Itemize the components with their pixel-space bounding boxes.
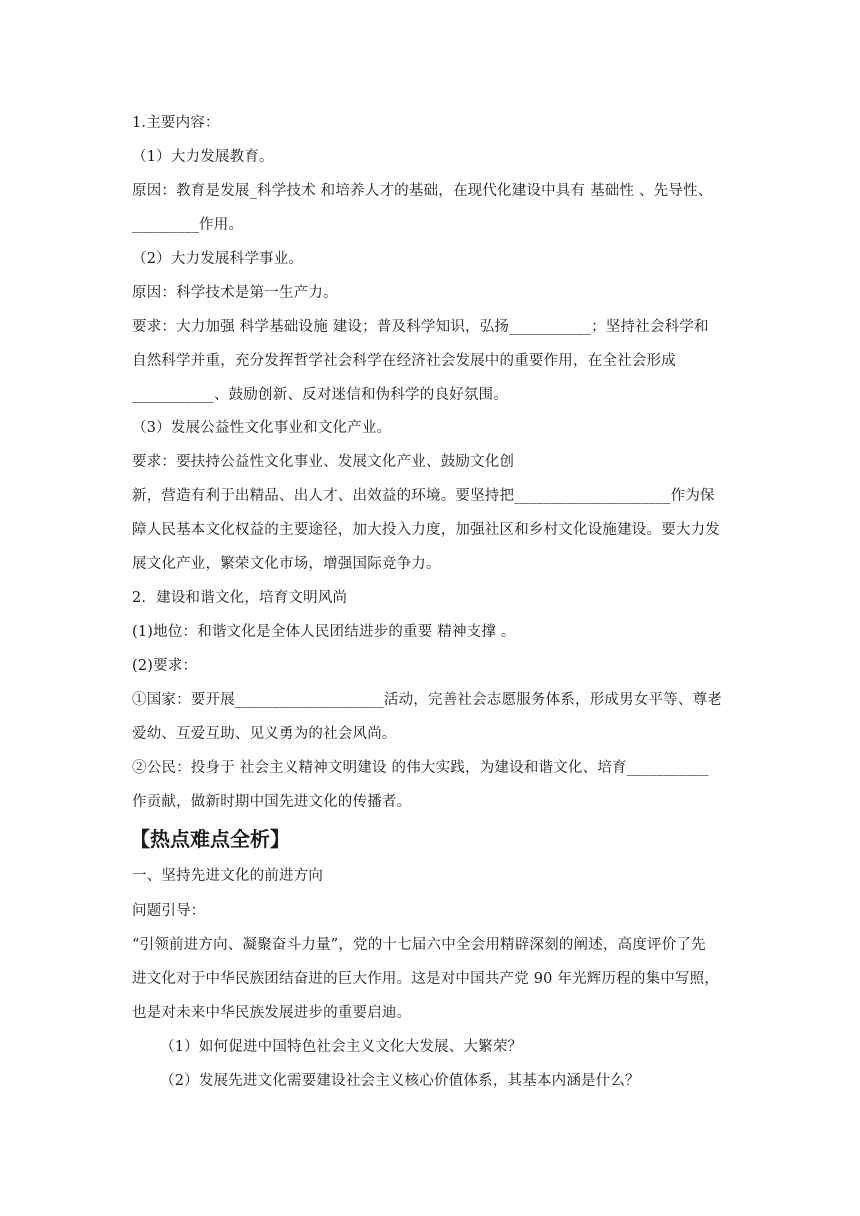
question-item: （2）发展先进文化需要建设社会主义核心价值体系，其基本内涵是什么？ <box>160 1073 640 1089</box>
text-line: 展文化产业，繁荣文化市场，增强国际竞争力。 <box>132 556 441 572</box>
text-line: 障人民基本文化权益的主要途径，加大投入力度，加强社区和乡村文化设施建设。要大力发 <box>132 522 720 538</box>
section-line: 也是对未来中华民族发展进步的重要启迪。 <box>132 1005 412 1021</box>
text-line: （1）大力发展教育。 <box>132 149 274 165</box>
text-line: 自然科学并重，充分发挥哲学社会科学在经济社会发展中的重要作用，在全社会形成 <box>132 353 676 369</box>
text-line: 新，营造有利于出精品、出人才、出效益的环境。要坚持把_____________________作为保 <box>132 488 715 504</box>
text-line: （2）大力发展科学事业。 <box>132 251 304 267</box>
text-line: (2)要求： <box>132 658 198 674</box>
text-line: 原因：教育是发展_科学技术 和培养人才的基础，在现代化建设中具有 基础性 、先导性、 <box>132 183 713 199</box>
section-line: 一、坚持先进文化的前进方向 <box>132 868 324 884</box>
text-line: 原因：科学技术是第一生产力。 <box>132 285 338 301</box>
section-line: 问题引导： <box>132 903 206 919</box>
text-line: 爱幼、互爱互助、见义勇为的社会风尚。 <box>132 726 397 742</box>
text-line: ②公民：投身于 社会主义精神文明建设 的伟大实践，为建设和谐文化、培育___________ <box>132 760 709 776</box>
text-line: ___________、鼓励创新、反对迷信和伪科学的良好氛围。 <box>132 387 508 403</box>
text-line: 2．建设和谐文化，培育文明风尚 <box>132 590 348 606</box>
text-line: _________作用。 <box>132 217 244 233</box>
text-line: ①国家：要开展____________________活动，完善社会志愿服务体系，形成男女平等、尊老 <box>132 692 722 708</box>
text-line: （3）发展公益性文化事业和文化产业。 <box>132 420 392 436</box>
section-line: “引领前进方向、凝聚奋斗力量”，党的十七届六中全会用精辟深刻的阐述，高度评价了先 <box>132 937 706 953</box>
text-line: (1)地位：和谐文化是全体人民团结进步的重要 精神支撑 。 <box>132 624 516 640</box>
text-line: 要求：要扶持公益性文化事业、发展文化产业、鼓励文化创 <box>132 454 515 470</box>
section-heading: 【热点难点全析】 <box>130 827 290 851</box>
text-line: 作贡献，做新时期中国先进文化的传播者。 <box>132 794 412 810</box>
text-line: 要求：大力加强 科学基础设施 建设；普及科学知识，弘扬___________；坚持社会科学和 <box>132 319 709 335</box>
section-line: 进文化对于中华民族团结奋进的巨大作用。这是对中国共产党 90 年光辉历程的集中写照， <box>132 971 720 987</box>
question-item: （1）如何促进中国特色社会主义文化大发展、大繁荣？ <box>160 1039 523 1055</box>
text-line: 1.主要内容： <box>132 115 220 131</box>
